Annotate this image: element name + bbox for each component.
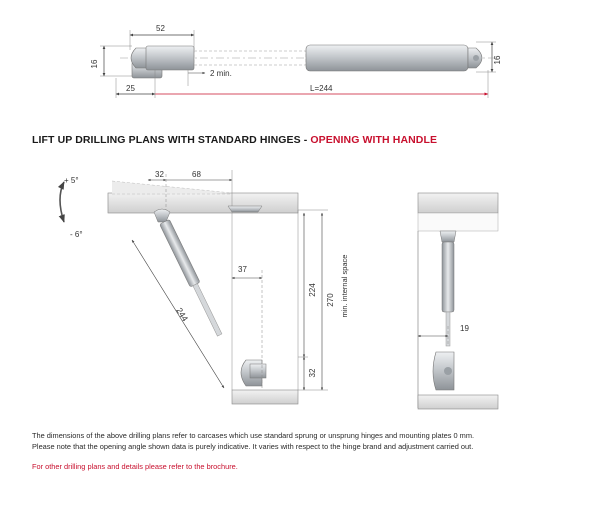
dim-length-label: L=244 xyxy=(310,84,333,93)
dim-244-label: 244 xyxy=(174,305,191,324)
dim-32-top-label: 32 xyxy=(155,170,164,179)
dim-37-label: 37 xyxy=(238,265,247,274)
brochure-note: For other drilling plans and details please refer to the brochure. xyxy=(32,462,238,471)
dim-25-label: 25 xyxy=(126,84,135,93)
internal-space-label: min. internal space xyxy=(340,254,349,318)
heading-accent: OPENING WITH HANDLE xyxy=(310,134,438,146)
front-view-drawing xyxy=(418,193,498,409)
side-view-drawing xyxy=(60,170,349,404)
dim-224-label: 224 xyxy=(308,283,317,297)
note-line-2: Please note that the opening angle shown data is purely indicative. It varies with respect to the hinge brand and adjustment carried out. xyxy=(32,442,474,451)
dim-32-bottom-label: 32 xyxy=(308,368,317,378)
gas-strut-top-view xyxy=(90,24,502,98)
section-heading xyxy=(32,134,437,146)
dim-270-label: 270 xyxy=(326,293,335,307)
heading-main: LIFT UP DRILLING PLANS WITH STANDARD HINGES - xyxy=(32,134,311,146)
dim-16-left-label: 16 xyxy=(90,59,99,69)
dim-19-label: 19 xyxy=(460,324,469,333)
dim-68-label: 68 xyxy=(192,170,201,179)
dim-16-right-label: 16 xyxy=(493,55,502,65)
dim-52-label: 52 xyxy=(156,24,165,33)
note-line-1: The dimensions of the above drilling plans refer to carcases which use standard sprung or unsprung hinges and mounting plates 0 mm. xyxy=(32,431,475,440)
angle-down-label: - 6° xyxy=(70,230,83,239)
dim-2min-label: 2 min. xyxy=(210,69,232,78)
angle-up-label: + 5° xyxy=(64,176,79,185)
